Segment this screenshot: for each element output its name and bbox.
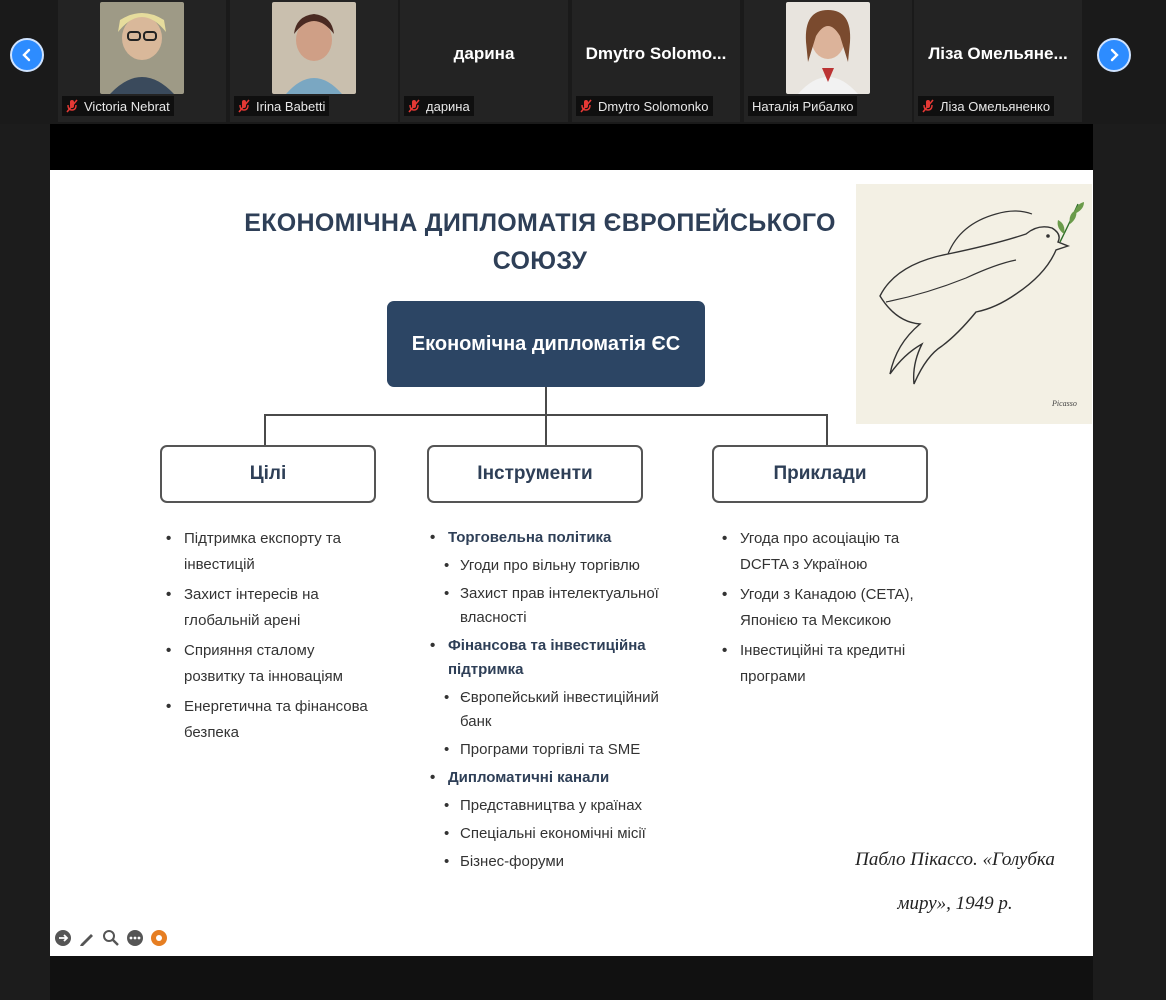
connector-line — [545, 387, 547, 415]
instruments-list — [430, 526, 690, 878]
zoom-tool-icon[interactable] — [101, 928, 121, 948]
participant-name-label: Dmytro Solomonko — [576, 96, 713, 116]
shared-slide — [50, 170, 1093, 956]
shared-screen-bottom-bar — [50, 956, 1093, 1000]
list-item: • Енергетична та фінансова безпека — [166, 694, 376, 746]
dove-of-peace-painting — [856, 184, 1092, 424]
participant-video — [100, 2, 184, 94]
muted-mic-icon — [580, 99, 592, 113]
list-item: • Програми торгівлі та SME — [430, 738, 690, 762]
chevron-left-icon — [20, 48, 34, 62]
participant-video — [786, 2, 870, 94]
muted-mic-icon — [408, 99, 420, 113]
list-item: • Сприяння сталому розвитку та інноваціям — [166, 638, 376, 690]
caption-line: миру», 1949 р. — [897, 893, 1013, 914]
participant-display-name: Dmytro Solomo... — [585, 44, 727, 63]
participant-tile[interactable] — [400, 0, 568, 122]
chevron-right-icon — [1107, 48, 1121, 62]
participant-name-label: Ліза Омельяненко — [918, 96, 1054, 116]
connector-line — [826, 414, 828, 445]
list-item: • Угода про асоціацію та DCFTA з Україною — [722, 526, 927, 578]
painting-caption — [840, 838, 1070, 926]
participant-name-label: Irina Babetti — [234, 96, 329, 116]
diagram-root-node: Економічна дипломатія ЄС — [387, 301, 705, 387]
list-item: • Підтримка експорту та інвестицій — [166, 526, 376, 578]
participant-name-label: Victoria Nebrat — [62, 96, 174, 116]
list-item: • Спеціальні економічні місії — [430, 822, 690, 846]
participant-display-name: Ліза Омельяне... — [928, 44, 1068, 63]
participant-tile[interactable] — [744, 0, 912, 122]
examples-list — [722, 526, 927, 694]
list-item: • Фінансова та інвестиційна підтримка — [430, 634, 690, 682]
muted-mic-icon — [922, 99, 934, 113]
annotation-toolbar — [53, 928, 169, 948]
muted-mic-icon — [66, 99, 78, 113]
list-item: • Інвестиційні та кредитні програми — [722, 638, 927, 690]
connector-line — [545, 414, 547, 445]
participant-name-label: дарина — [404, 96, 474, 116]
category-examples: Приклади — [712, 445, 928, 503]
connector-line — [264, 414, 266, 445]
caption-line: Пабло Пікассо. «Голубка — [855, 849, 1055, 870]
next-page-button[interactable] — [1097, 38, 1131, 72]
slide-title-line: СОЮЗУ — [492, 247, 588, 275]
list-item: • Угоди з Канадою (CETA), Японією та Мексикою — [722, 582, 927, 634]
list-item: • Захист інтересів на глобальній арені — [166, 582, 376, 634]
slide-title — [240, 204, 840, 280]
participant-strip — [0, 0, 1166, 124]
goals-list — [166, 526, 376, 750]
laser-pointer-icon[interactable] — [149, 928, 169, 948]
participant-video — [272, 2, 356, 94]
participant-tile[interactable] — [230, 0, 398, 122]
list-item: • Бізнес-форуми — [430, 850, 690, 874]
category-instruments: Інструменти — [427, 445, 643, 503]
previous-page-button[interactable] — [10, 38, 44, 72]
list-item: • Захист прав інтелектуальної власності — [430, 582, 690, 630]
list-item: • Торговельна політика — [430, 526, 690, 550]
participant-name-label: Наталія Рибалко — [748, 96, 857, 116]
shared-screen-top-bar — [50, 124, 1093, 170]
list-item: • Угоди про вільну торгівлю — [430, 554, 690, 578]
list-item: • Європейський інвестиційний банк — [430, 686, 690, 734]
muted-mic-icon — [238, 99, 250, 113]
slide-title-line: ЕКОНОМІЧНА ДИПЛОМАТІЯ ЄВРОПЕЙСЬКОГО — [244, 209, 836, 237]
more-options-icon[interactable] — [125, 928, 145, 948]
arrow-tool-icon[interactable] — [53, 928, 73, 948]
list-item: • Дипломатичні канали — [430, 766, 690, 790]
participant-tile[interactable] — [58, 0, 226, 122]
svg-text:Picasso: Picasso — [1052, 399, 1077, 408]
participant-tile[interactable] — [914, 0, 1082, 122]
list-item: • Представництва у країнах — [430, 794, 690, 818]
participant-display-name: дарина — [453, 44, 515, 63]
participant-tile[interactable] — [572, 0, 740, 122]
category-goals: Цілі — [160, 445, 376, 503]
pen-tool-icon[interactable] — [77, 928, 97, 948]
